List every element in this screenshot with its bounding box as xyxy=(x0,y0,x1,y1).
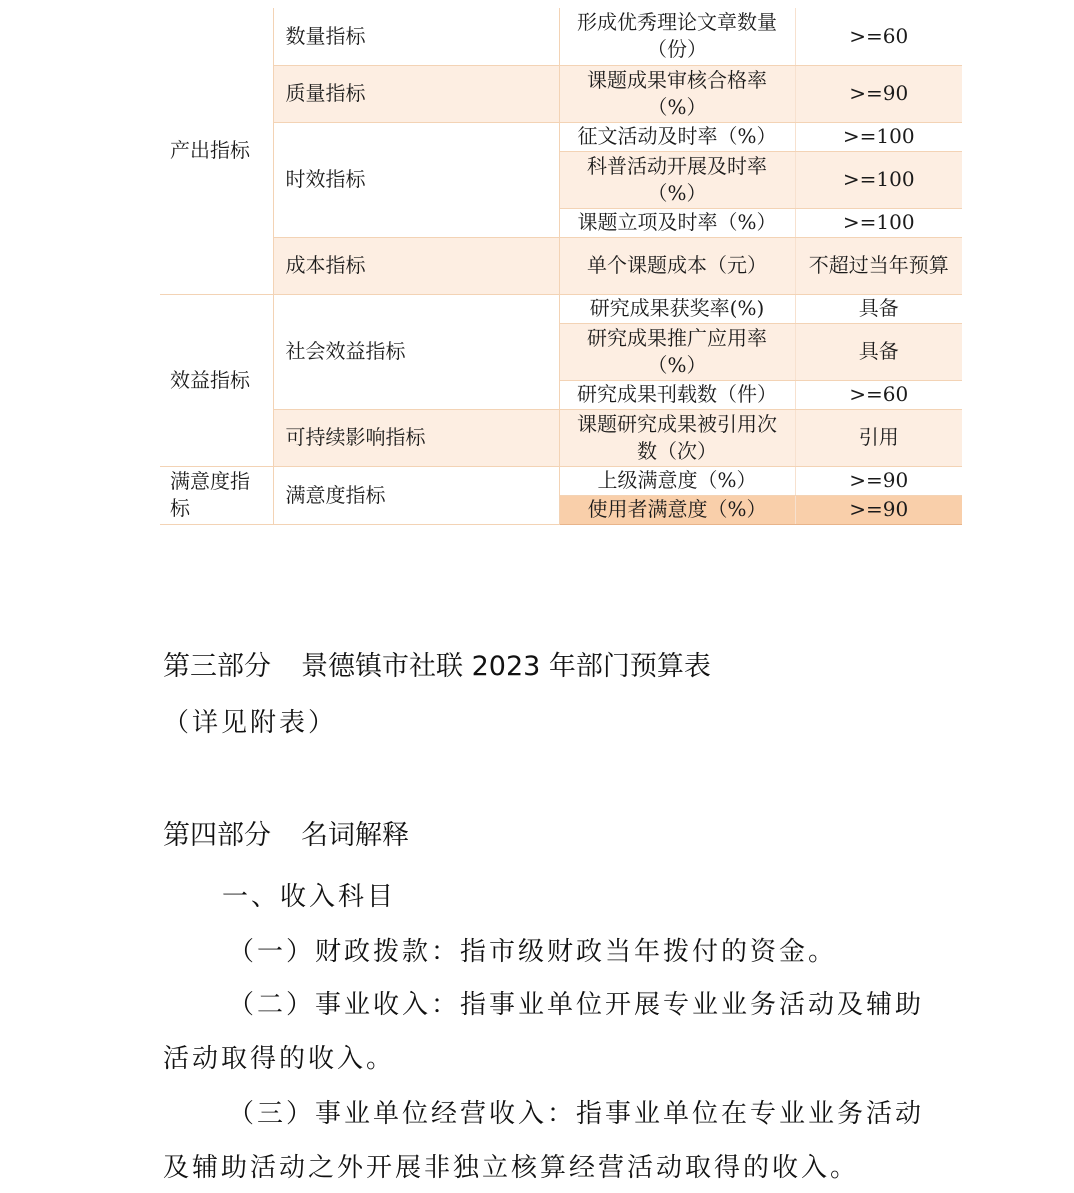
level2-indicator: 可持续影响指标 xyxy=(273,409,559,466)
indicator-name: 上级满意度（%） xyxy=(559,466,795,495)
indicator-value: >=100 xyxy=(795,122,962,151)
definition-item-1: （一）财政拨款：指市级财政当年拨付的资金。 xyxy=(228,937,838,967)
indicator-value: >=90 xyxy=(795,65,962,122)
level1-output-indicator: 产出指标 xyxy=(160,8,273,294)
indicator-name: 征文活动及时率（%） xyxy=(559,122,795,151)
indicator-value: >=90 xyxy=(795,466,962,495)
indicator-name: 课题成果审核合格率（%） xyxy=(559,65,795,122)
indicator-value: 具备 xyxy=(795,294,962,323)
indicator-value: 引用 xyxy=(795,409,962,466)
indicator-value: >=100 xyxy=(795,151,962,208)
definition-item-2-line1: （二）事业收入：指事业单位开展专业业务活动及辅助 xyxy=(228,990,925,1020)
indicator-name: 课题立项及时率（%） xyxy=(559,208,795,237)
level2-indicator: 满意度指标 xyxy=(273,466,559,524)
indicator-value: 不超过当年预算 xyxy=(795,237,962,294)
indicator-name: 研究成果刊载数（件） xyxy=(559,380,795,409)
level2-indicator: 质量指标 xyxy=(273,65,559,122)
part3-note: （详见附表） xyxy=(163,708,338,738)
indicator-value: >=60 xyxy=(795,380,962,409)
indicator-name: 研究成果推广应用率（%） xyxy=(559,323,795,380)
income-subheading: 一、收入科目 xyxy=(222,882,397,912)
level2-indicator: 时效指标 xyxy=(273,122,559,237)
indicator-name: 形成优秀理论文章数量（份） xyxy=(559,8,795,65)
indicator-name: 单个课题成本（元） xyxy=(559,237,795,294)
indicator-name: 科普活动开展及时率（%） xyxy=(559,151,795,208)
part4-label: 第四部分 xyxy=(163,820,271,851)
level2-indicator: 成本指标 xyxy=(273,237,559,294)
part3-heading xyxy=(163,650,711,684)
indicator-name: 课题研究成果被引用次数（次） xyxy=(559,409,795,466)
indicator-value: >=90 xyxy=(795,495,962,524)
indicator-value: >=60 xyxy=(795,8,962,65)
indicator-value: 具备 xyxy=(795,323,962,380)
indicator-value: >=100 xyxy=(795,208,962,237)
indicator-name: 研究成果获奖率(%) xyxy=(559,294,795,323)
definition-item-2-line2: 活动取得的收入。 xyxy=(163,1044,396,1074)
definition-item-3-line2: 及辅助活动之外开展非独立核算经营活动取得的收入。 xyxy=(163,1153,860,1183)
part3-title: 景德镇市社联 2023 年部门预算表 xyxy=(301,651,711,682)
level2-indicator: 社会效益指标 xyxy=(273,294,559,409)
part4-title: 名词解释 xyxy=(301,820,409,851)
level1-benefit-indicator: 效益指标 xyxy=(160,294,273,466)
performance-indicator-table xyxy=(160,8,962,525)
part3-label: 第三部分 xyxy=(163,651,271,682)
definition-item-3-line1: （三）事业单位经营收入：指事业单位在专业业务活动 xyxy=(228,1099,925,1129)
indicator-name: 使用者满意度（%） xyxy=(559,495,795,524)
level1-satisfaction-indicator: 满意度指标 xyxy=(160,466,273,524)
part4-heading xyxy=(163,819,409,853)
level2-indicator: 数量指标 xyxy=(273,8,559,65)
